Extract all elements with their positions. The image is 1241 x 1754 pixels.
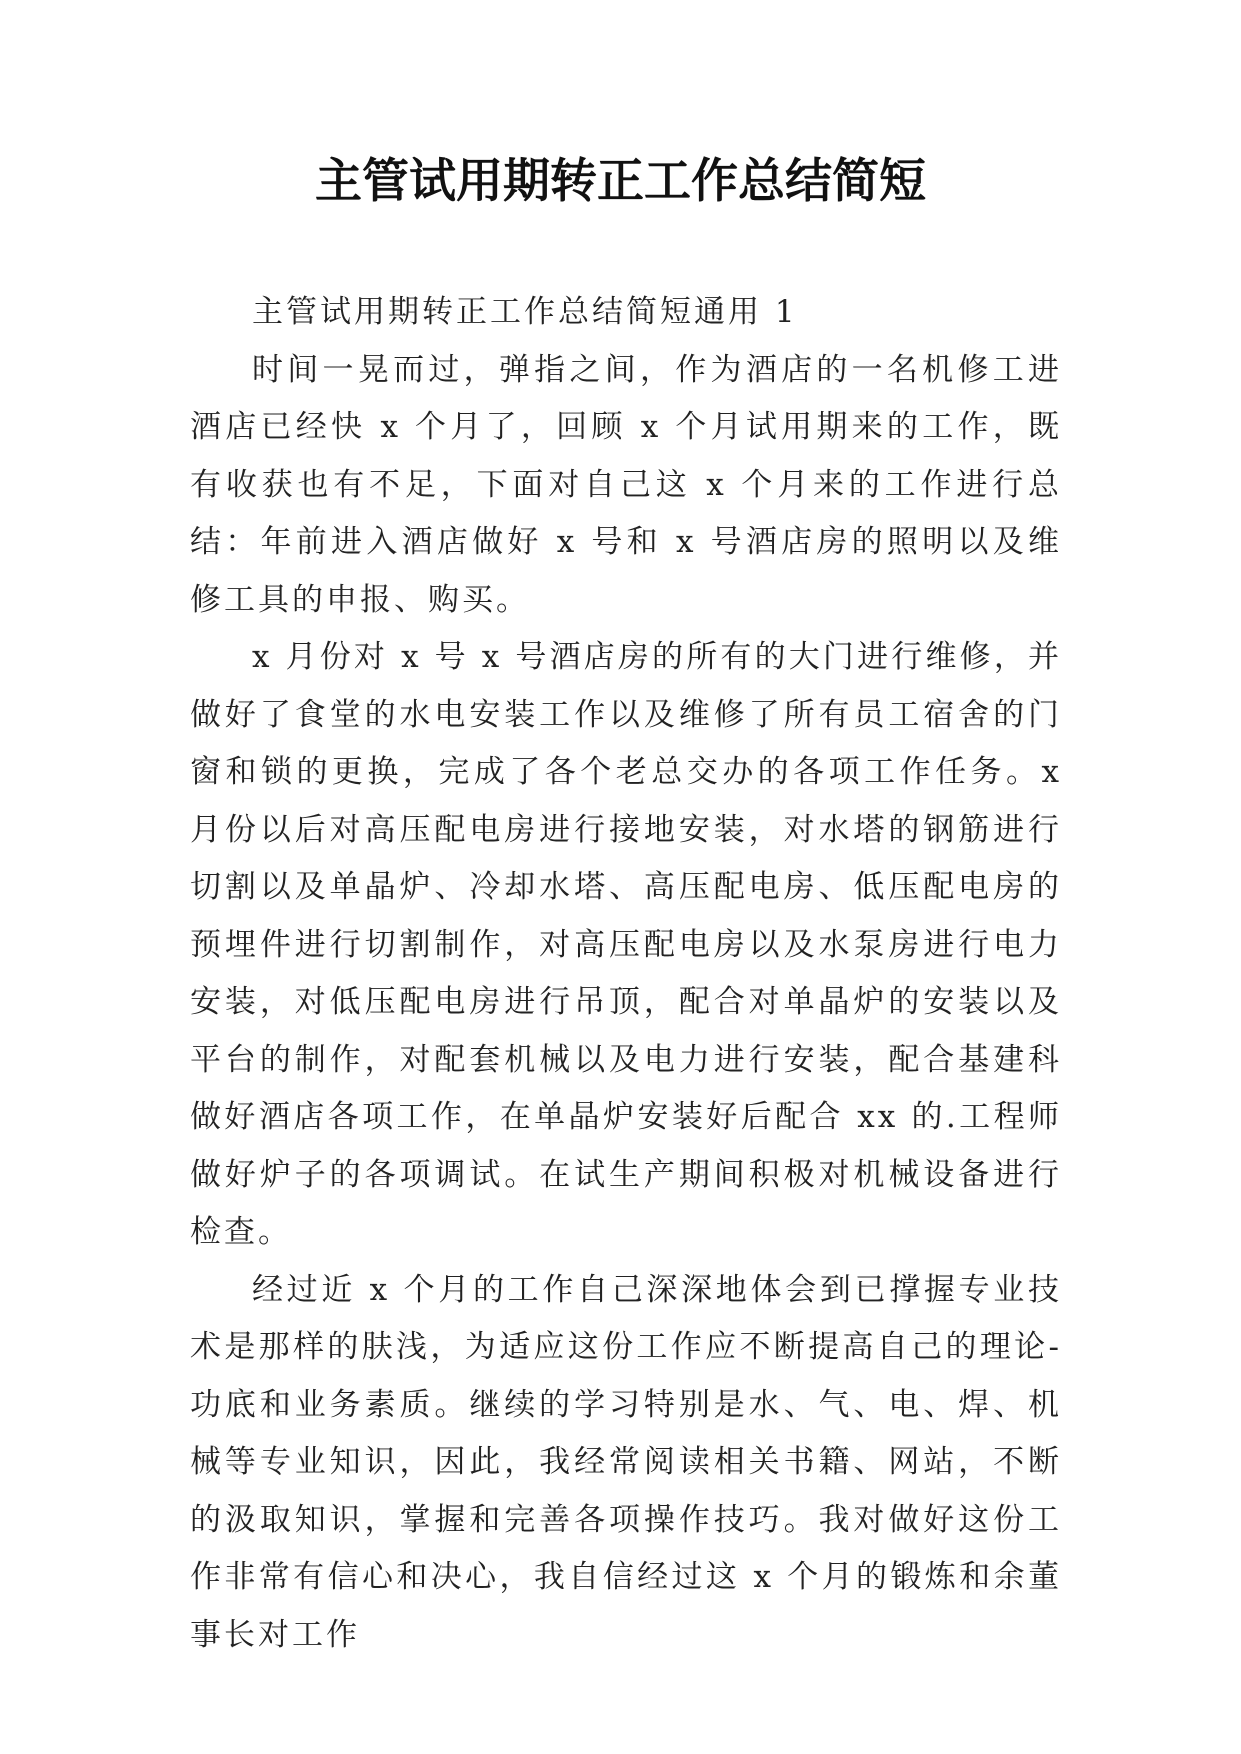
paragraph-1: 时间一晃而过，弹指之间，作为酒店的一名机修工进酒店已经快 x 个月了，回顾 x 个月试用期来的工作，既有收获也有不足，下面对自己这 x 个月来的工作进行总结：年前进入酒店做好 x 号和 x 号酒店房的照明以及维修工具的申报、购买。 xyxy=(190,351,1062,618)
paragraph-subtitle: 主管试用期转正工作总结简短通用 1 xyxy=(252,294,798,330)
document-body xyxy=(190,284,1062,1664)
paragraph-2: x 月份对 x 号 x 号酒店房的所有的大门进行维修，并做好了食堂的水电安装工作以及维修了所有员工宿舍的门窗和锁的更换，完成了各个老总交办的各项工作任务。x 月份以后对高压配电房进行接地安装，对水塔的钢筋进行切割以及单晶炉、冷却水塔、高压配电房、低压配电房的预埋件进行切割制作，对高压配电房以及水泵房进行电力安装，对低压配电房进行吊顶，配合对单晶炉的安装以及平台的制作，对配套机械以及电力进行安装，配合基建科做好酒店各项工作，在单晶炉安装好后配合 xx 的.工程师做好炉子的各项调试。在试生产期间积极对机械设备进行检查。 xyxy=(190,639,1062,1250)
document-title: 主管试用期转正工作总结简短 xyxy=(315,154,926,209)
paragraph-3: 经过近 x 个月的工作自己深深地体会到已撑握专业技术是那样的肤浅，为适应这份工作应不断提高自己的理论-功底和业务素质。继续的学习特别是水、气、电、焊、机械等专业知识，因此，我经常阅读相关书籍、网站，不断的汲取知识，掌握和完善各项操作技巧。我对做好这份工作非常有信心和决心，我自信经过这 x 个月的锻炼和余董事长对工作 xyxy=(190,1271,1062,1653)
